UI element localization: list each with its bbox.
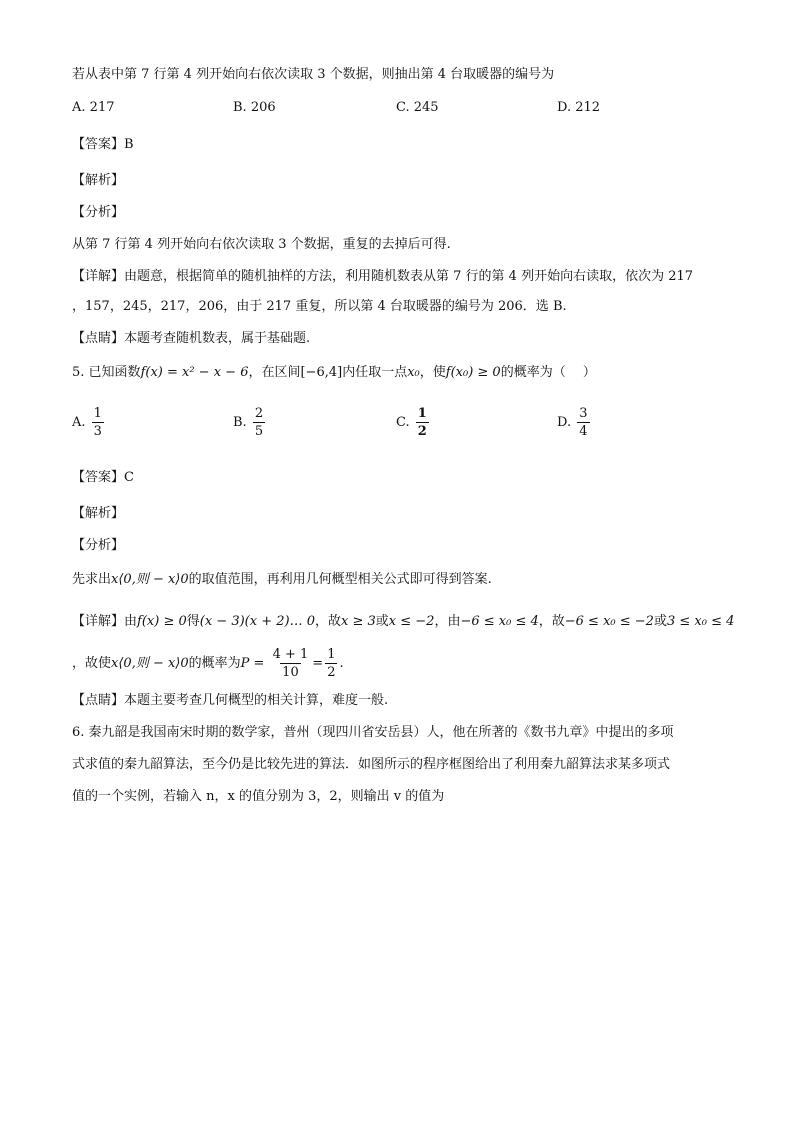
q4-stem: 若从表中第 7 行第 4 列开始向右依次读取 3 个数据，则抽出第 4 台取暖器的编号为	[72, 67, 555, 82]
q5-option-c: C. $\frac{1}{2}$	[396, 406, 427, 439]
q4-comment: 【点睛】本题考查随机数表，属于基础题.	[72, 331, 311, 346]
q4-analysis-heading: 【解析】	[72, 173, 125, 188]
q4-detail-line1: 【详解】由题意，根据简单的随机抽样的方法，利用随机数表从第 7 行的第 4 列开始向右读取，依次为 217	[72, 269, 694, 284]
q5-option-d: D. $\frac{3}{4}$	[557, 406, 588, 439]
q5-comment: 【点睛】本题主要考查几何概型的相关计算，难度一般.	[72, 693, 389, 708]
q4-option-a: A. 217	[72, 100, 115, 115]
q5-option-b: B. $\frac{2}{5}$	[233, 406, 264, 439]
q5-stem: 5. 已知函数f(x) = x² − x − 6，在区间[−6,4]内任取一点x₀，使f(x₀) ≥ 0的概率为（ ）	[72, 365, 596, 380]
q4-answer: 【答案】B	[72, 137, 134, 152]
q5-analysis-heading: 【解析】	[72, 506, 125, 521]
q5-option-a: A. $\frac{1}{3}$	[72, 406, 102, 439]
q5-detail-line2: ，故使x⟨0,则 − x⟩0的概率为P = $\frac{4 + 1}{10}$ = $\frac{1}{2}$ .	[72, 647, 344, 680]
q4-fenxi-heading: 【分析】	[72, 205, 125, 220]
q4-option-c: C. 245	[396, 100, 439, 115]
q5-answer: 【答案】C	[72, 470, 134, 485]
q4-fenxi-text: 从第 7 行第 4 列开始向右依次读取 3 个数据，重复的去掉后可得.	[72, 237, 451, 252]
q6-line2: 式求值的秦九韶算法，至今仍是比较先进的算法．如图所示的程序框图给出了利用秦九韶算法求某多项式	[72, 757, 671, 772]
q6-line1: 6. 秦九韶是我国南宋时期的数学家，普州（现四川省安岳县）人，他在所著的《数书九章》中提出的多项	[72, 725, 674, 740]
q4-option-d: D. 212	[557, 100, 601, 115]
q6-line3: 值的一个实例，若输入 n，x 的值分别为 3，2，则输出 v 的值为	[72, 789, 445, 804]
q5-fenxi-text: 先求出x⟨0,则 − x⟩0的取值范围，再利用几何概型相关公式即可得到答案.	[72, 572, 492, 587]
q4-option-b: B. 206	[233, 100, 276, 115]
q4-detail-line2: ，157，245，217，206，由于 217 重复，所以第 4 台取暖器的编号为 206．选 B.	[72, 299, 567, 314]
q5-fenxi-heading: 【分析】	[72, 538, 125, 553]
q5-detail-line1: 【详解】由f(x) ≥ 0得(x − 3)(x + 2)… 0，故x ≥ 3或x ≤ −2，由−6 ≤ x₀ ≤ 4，故−6 ≤ x₀ ≤ −2或3 ≤ x₀ ≤ 4	[72, 614, 735, 629]
